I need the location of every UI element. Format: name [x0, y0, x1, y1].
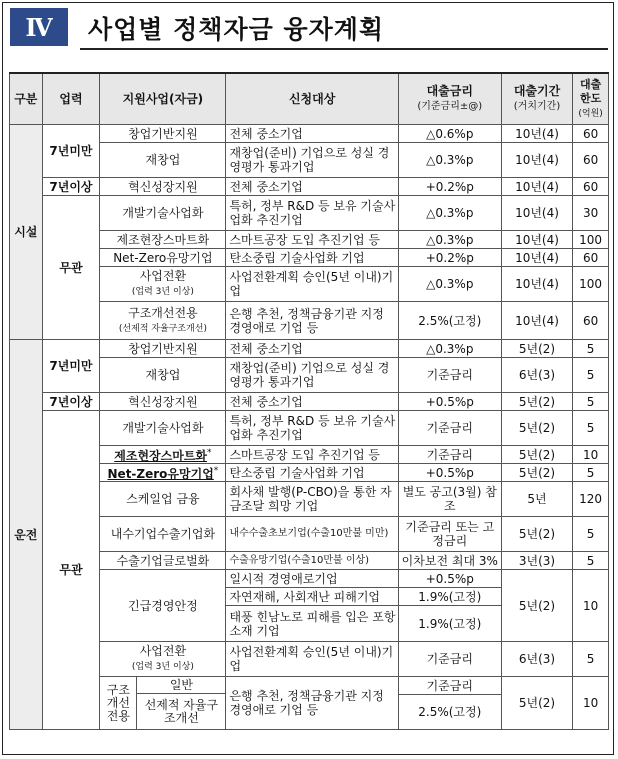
rate-cell: 기준금리	[398, 677, 501, 695]
rate-cell: +0.2%p	[398, 249, 501, 267]
target-cell: 특허, 정부 R&D 등 보유 기술사업화 추진기업	[226, 411, 398, 446]
period-cell: 10년(4)	[501, 302, 572, 340]
table-row	[10, 642, 609, 677]
table-row	[10, 178, 609, 196]
table-row	[10, 446, 609, 464]
table-row	[10, 552, 609, 570]
limit-cell: 10	[573, 570, 609, 642]
table-row	[10, 231, 609, 249]
rate-cell: 기준금리	[398, 358, 501, 393]
program-cell: 스케일업 금융	[100, 482, 226, 517]
table-row	[10, 517, 609, 552]
period-cell: 10년(4)	[501, 196, 572, 231]
limit-cell: 60	[573, 125, 609, 143]
program-cell: 수출기업글로벌화	[100, 552, 226, 570]
rate-cell: 1.9%(고정)	[398, 606, 501, 642]
period-cell: 5년(2)	[501, 517, 572, 552]
table-header-row	[10, 73, 609, 125]
limit-cell: 5	[573, 340, 609, 358]
period-cell: 5년(2)	[501, 393, 572, 411]
table-row	[10, 340, 609, 358]
limit-cell: 60	[573, 178, 609, 196]
rate-cell: 2.5%(고정)	[398, 302, 501, 340]
target-cell: 수출유망기업(수출10만불 이상)	[226, 552, 398, 570]
rate-cell: △0.3%p	[398, 196, 501, 231]
period-cell: 10년(4)	[501, 178, 572, 196]
limit-cell: 60	[573, 302, 609, 340]
age-cell: 7년이상	[42, 393, 100, 411]
table-row	[10, 570, 609, 588]
restructure-subtable	[100, 677, 225, 729]
program-cell: 제조현장스마트화	[100, 231, 226, 249]
program-cell: 구조개선전용 (선제적 자율구조개선)	[100, 302, 226, 340]
limit-cell: 5	[573, 411, 609, 446]
col-header-target: 신청대상	[226, 73, 398, 125]
col-header-period: 대출기간 (거치기간)	[501, 73, 572, 125]
table-row	[10, 125, 609, 143]
program-cell: 창업기반지원	[100, 340, 226, 358]
rate-cell: 기준금리	[398, 411, 501, 446]
program-cell: 사업전환 (업력 3년 이상)	[100, 267, 226, 302]
rate-cell: 1.9%(고정)	[398, 588, 501, 606]
restructure-label: 구조개선전용	[100, 677, 137, 729]
col-header-rate: 대출금리 (기준금리±@)	[398, 73, 501, 125]
col-header-program: 지원사업(자금)	[100, 73, 226, 125]
target-cell: 재창업(준비) 기업으로 성실 경영평가 통과기업	[226, 143, 398, 178]
category-cell: 시설	[10, 125, 43, 340]
period-cell: 5년	[501, 482, 572, 517]
restructure-general: 일반	[137, 677, 226, 694]
rate-cell: 별도 공고(3월) 참조	[398, 482, 501, 517]
target-cell: 사업전환계획 승인(5년 이내)기업	[226, 642, 398, 677]
target-cell: 전체 중소기업	[226, 125, 398, 143]
table-row	[10, 677, 609, 695]
period-cell: 5년(2)	[501, 464, 572, 482]
table-row	[10, 196, 609, 231]
period-cell: 6년(3)	[501, 642, 572, 677]
period-cell: 10년(4)	[501, 143, 572, 178]
rate-cell: △0.3%p	[398, 143, 501, 178]
table-row	[10, 143, 609, 178]
target-cell: 자연재해, 사회재난 피해기업	[226, 588, 398, 606]
limit-cell: 5	[573, 552, 609, 570]
rate-cell: △0.3%p	[398, 231, 501, 249]
program-cell: 재창업	[100, 143, 226, 178]
age-cell: 7년미만	[42, 125, 100, 178]
rate-cell: +0.5%p	[398, 464, 501, 482]
program-cell: 재창업	[100, 358, 226, 393]
rate-cell: +0.2%p	[398, 178, 501, 196]
limit-cell: 10	[573, 677, 609, 730]
target-cell: 전체 중소기업	[226, 178, 398, 196]
table-row	[10, 249, 609, 267]
rate-cell: △0.6%p	[398, 125, 501, 143]
target-cell: 태풍 힌남노로 피해를 입은 포항 소재 기업	[226, 606, 398, 642]
program-cell: 긴급경영안정	[100, 570, 226, 642]
target-cell: 재창업(준비) 기업으로 성실 경영평가 통과기업	[226, 358, 398, 393]
program-cell: 창업기반지원	[100, 125, 226, 143]
table-row	[10, 267, 609, 302]
table-row	[10, 393, 609, 411]
period-cell: 5년(2)	[501, 411, 572, 446]
rate-cell: △0.3%p	[398, 267, 501, 302]
program-cell: Net-Zero유망기업*	[100, 464, 226, 482]
limit-cell: 5	[573, 517, 609, 552]
period-cell: 5년(2)	[501, 340, 572, 358]
table-row	[10, 411, 609, 446]
limit-cell: 5	[573, 642, 609, 677]
target-cell: 은행 추천, 정책금융기관 지정 경영애로 기업 등	[226, 677, 398, 730]
rate-cell: 기준금리 또는 고정금리	[398, 517, 501, 552]
program-cell: 개발기술사업화	[100, 411, 226, 446]
table-row	[10, 482, 609, 517]
target-cell: 탄소중립 기술사업화 기업	[226, 464, 398, 482]
col-header-age: 업력	[42, 73, 100, 125]
page-title: 사업별 정책자금 융자계획	[88, 15, 385, 44]
section-header	[8, 8, 608, 48]
rate-cell: +0.5%p	[398, 570, 501, 588]
col-header-limit: 대출한도 (억원)	[573, 73, 609, 125]
target-cell: 내수수출초보기업(수출10만불 미만)	[226, 517, 398, 552]
target-cell: 스마트공장 도입 추진기업 등	[226, 446, 398, 464]
program-cell: 사업전환 (업력 3년 이상)	[100, 642, 226, 677]
period-cell: 5년(2)	[501, 446, 572, 464]
period-cell: 6년(3)	[501, 358, 572, 393]
period-cell: 10년(4)	[501, 249, 572, 267]
target-cell: 전체 중소기업	[226, 393, 398, 411]
period-cell: 5년(2)	[501, 677, 572, 730]
target-cell: 일시적 경영애로기업	[226, 570, 398, 588]
limit-cell: 60	[573, 249, 609, 267]
limit-cell: 5	[573, 358, 609, 393]
table-row	[10, 358, 609, 393]
age-cell: 무관	[42, 196, 100, 340]
section-number-badge: Ⅳ	[10, 8, 68, 46]
table-row	[10, 302, 609, 340]
program-cell	[100, 677, 226, 730]
target-cell: 사업전환계획 승인(5년 이내)기업	[226, 267, 398, 302]
target-cell: 특허, 정부 R&D 등 보유 기술사업화 추진기업	[226, 196, 398, 231]
col-header-category: 구분	[10, 73, 43, 125]
limit-cell: 120	[573, 482, 609, 517]
period-cell: 3년(3)	[501, 552, 572, 570]
period-cell: 10년(4)	[501, 125, 572, 143]
program-cell: 혁신성장지원	[100, 178, 226, 196]
target-cell: 스마트공장 도입 추진기업 등	[226, 231, 398, 249]
program-cell: 제조현장스마트화*	[100, 446, 226, 464]
limit-cell: 30	[573, 196, 609, 231]
period-cell: 10년(4)	[501, 231, 572, 249]
target-cell: 은행 추천, 정책금융기관 지정 경영애로 기업 등	[226, 302, 398, 340]
program-cell: 혁신성장지원	[100, 393, 226, 411]
period-cell: 10년(4)	[501, 267, 572, 302]
rate-cell: 기준금리	[398, 642, 501, 677]
age-cell: 7년미만	[42, 340, 100, 393]
rate-cell: △0.3%p	[398, 340, 501, 358]
rate-cell: 이차보전 최대 3%	[398, 552, 501, 570]
rate-cell: 기준금리	[398, 446, 501, 464]
program-cell: 내수기업수출기업화	[100, 517, 226, 552]
age-cell: 7년이상	[42, 178, 100, 196]
target-cell: 회사채 발행(P-CBO)을 통한 자금조달 희망 기업	[226, 482, 398, 517]
limit-cell: 10	[573, 446, 609, 464]
target-cell: 전체 중소기업	[226, 340, 398, 358]
table-row	[10, 464, 609, 482]
limit-cell: 100	[573, 231, 609, 249]
limit-cell: 60	[573, 143, 609, 178]
category-cell: 운전	[10, 340, 43, 730]
program-cell: 개발기술사업화	[100, 196, 226, 231]
limit-cell: 5	[573, 393, 609, 411]
target-cell: 탄소중립 기술사업화 기업	[226, 249, 398, 267]
loan-plan-table	[9, 72, 609, 730]
rate-cell: 2.5%(고정)	[398, 695, 501, 730]
period-cell: 5년(2)	[501, 570, 572, 642]
rate-cell: +0.5%p	[398, 393, 501, 411]
title-underline	[80, 48, 608, 50]
restructure-preemptive: 선제적 자율구조개선	[144, 697, 219, 725]
limit-cell: 5	[573, 464, 609, 482]
program-cell: Net-Zero유망기업	[100, 249, 226, 267]
limit-cell: 100	[573, 267, 609, 302]
age-cell: 무관	[42, 411, 100, 730]
